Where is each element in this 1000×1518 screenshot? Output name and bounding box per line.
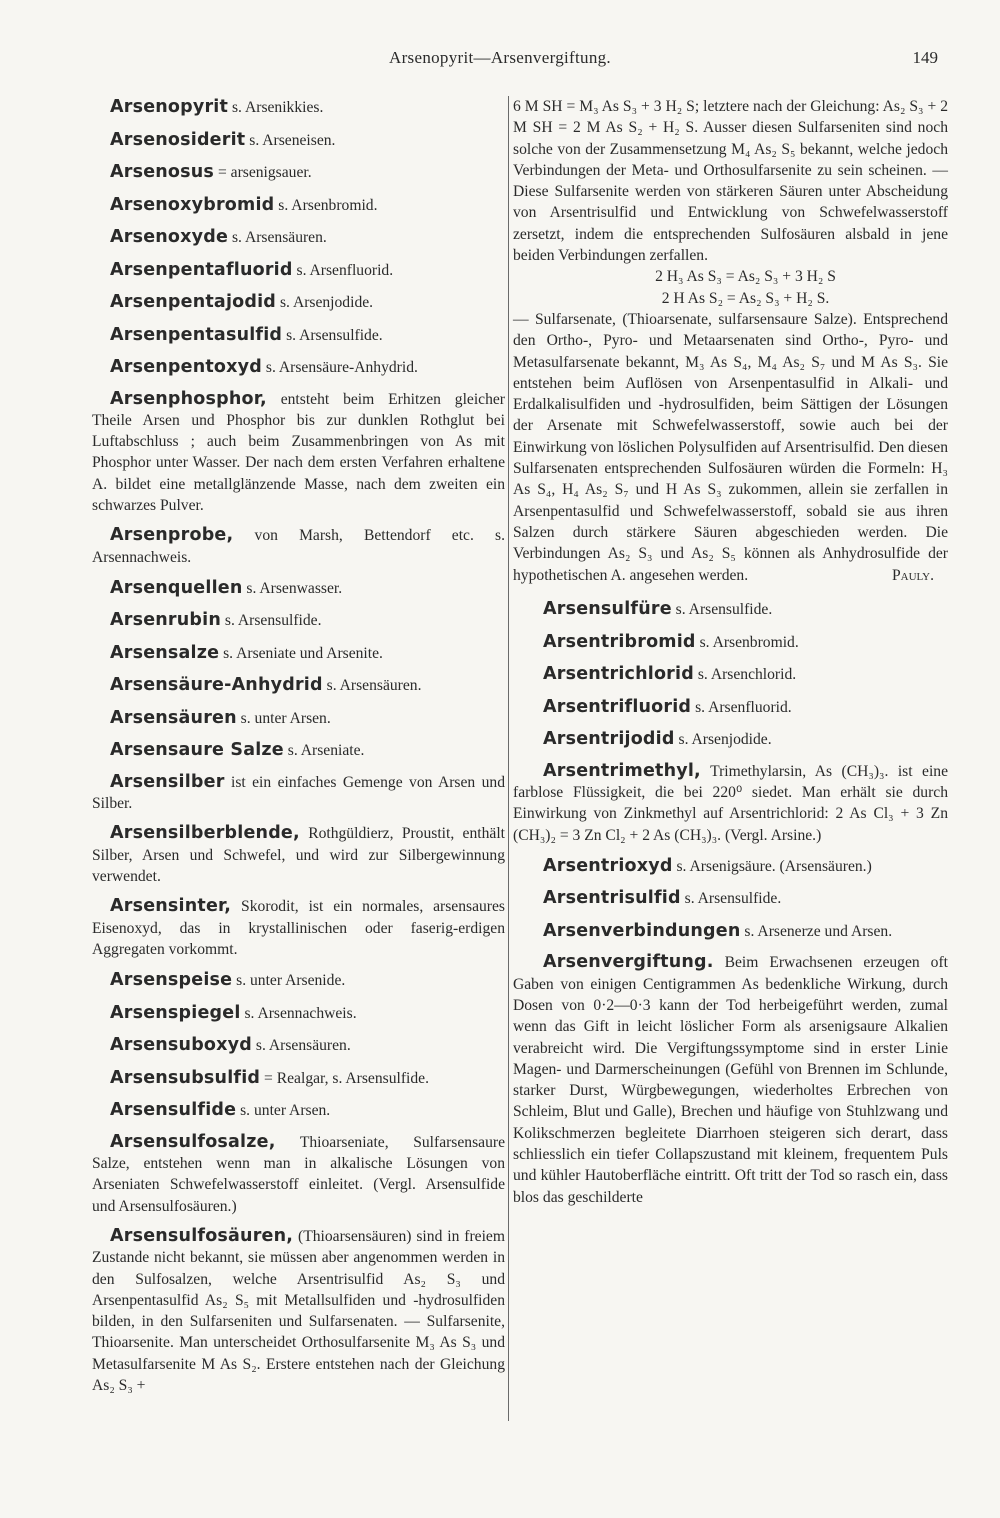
entry-arsenspeise <box>92 969 505 992</box>
entry-arsensulfosalze <box>92 1132 505 1217</box>
entry-headword: Arsenverbindungen <box>543 920 741 941</box>
entry-headword: Arsenprobe, <box>110 525 234 546</box>
entry-text: s. unter Arsen. <box>240 709 331 727</box>
entry-headword: Arsensäuren <box>110 707 237 728</box>
running-title: Arsenopyrit—Arsenvergiftung. <box>389 48 611 67</box>
entry-arsensaure-salze <box>92 739 505 762</box>
author-signature: Pauly. <box>891 566 934 584</box>
entry-text: Trimethylarsin, As (CH₃)₃. ist eine farblose Flüssigkeit, die bei 220⁰ siedet. Man erhält sie durch Einwirkung von Zinkmethyl auf Arsentrichlorid: 2 As Cl₃ + 3 Zn (CH₃)₂ = 3 Zn Cl₂ + 2 As (CH₃)₃. (Vergl. Arsine.) <box>513 762 949 844</box>
entry-arsentrifluorid <box>513 696 948 719</box>
entry-headword: Arsenquellen <box>110 577 243 598</box>
entry-headword: Arsenpentasulfid <box>110 324 283 345</box>
entry-headword: Arsensilber <box>110 771 225 792</box>
left-column <box>92 96 505 1405</box>
entry-text: s. Arsenwasser. <box>246 579 343 597</box>
entry-text: s. Arseniate. <box>287 742 365 760</box>
entry-headword: Arsenpentoxyd <box>110 357 262 377</box>
entry-text: ist ein einfaches Gemenge von Arsen und Silber. <box>92 773 505 813</box>
entry-arsenopyrit <box>92 96 505 119</box>
entry-text: s. Arsenbromid. <box>278 196 378 214</box>
entry-arsenquellen <box>92 577 505 600</box>
entry-headword: Arsenoxyde <box>110 227 229 247</box>
entry-arsensulfide <box>92 1099 505 1122</box>
entry-text: s. Arsenjodide. <box>279 294 374 311</box>
entry-arsenspiegel <box>92 1002 505 1025</box>
entry-text: s. Arsennachweis. <box>244 1004 357 1022</box>
entry-arsenverbindungen <box>513 920 948 943</box>
entry-headword: Arsentribromid <box>543 631 696 652</box>
entry-text: s. Arsenbromid. <box>699 633 799 651</box>
entry-headword: Arsensilberblende, <box>110 823 300 844</box>
entry-text: s. Arsenigsäure. (Arsensäuren.) <box>676 857 872 875</box>
entry-headword: Arsenrubin <box>110 610 221 631</box>
entry-arsentrichlorid <box>513 663 948 686</box>
entry-headword: Arsenspiegel <box>110 1002 241 1023</box>
entry-text: s. Arsenjodide. <box>678 731 772 749</box>
entry-text: entsteht beim Erhitzen gleicher Theile Arsen und Phosphor bis zur dunklen Rothglut bei Luftabschluss ; auch beim Zusammenbringen von As mit Phosphor unter Wasser. Der nach dem ersten Verfahren erhaltene A. bildet eine metallglänzende Masse, nach dem zweiten ein schwarzes Pulver. <box>92 390 505 514</box>
entry-text: von Marsh, Bettendorf etc. s. Arsennachweis. <box>92 527 506 566</box>
entry-text: = arsenigsauer. <box>217 164 312 181</box>
entry-arsenosus <box>92 161 505 184</box>
entry-arsensubsulfid <box>92 1067 505 1090</box>
entry-headword: Arsenvergiftung. <box>543 952 714 973</box>
entry-arsentrimethyl <box>513 761 948 846</box>
entry-arsenoxybromid <box>92 194 505 217</box>
entry-headword: Arsensulfüre <box>543 599 672 620</box>
entry-text: s. Arseneisen. <box>249 131 336 149</box>
entry-headword: Arsensaure Salze <box>110 740 284 761</box>
entry-headword: Arsentrijodid <box>543 729 675 750</box>
entry-headword: Arsensulfosalze, <box>110 1131 276 1152</box>
entry-text: s. unter Arsen. <box>240 1102 331 1120</box>
entry-text: s. Arsenikkies. <box>231 99 324 116</box>
entry-headword: Arsenosiderit <box>110 129 246 150</box>
entry-arsenpentoxyd <box>92 356 505 379</box>
entry-headword: Arsenphosphor, <box>110 388 267 409</box>
entry-arsentrioxyd <box>513 855 948 878</box>
entry-arsenprobe <box>92 525 505 568</box>
entry-arsensalze <box>92 642 505 665</box>
entry-text: Skorodit, ist ein normales, arsensaures Eisenoxyd, das in krystallinischen oder faserig-erdigen Aggregaten vorkommt. <box>92 898 505 958</box>
entry-text: s. Arsenfluorid. <box>695 698 792 716</box>
entry-headword: Arsentrimethyl, <box>543 760 701 781</box>
entry-arsensilberblende <box>92 823 505 887</box>
entry-text: Beim Erwachsenen erzeugen oft Gaben von einigen Centigrammen As bedenkliche Wirkung, durch Dosen von 0·2—0·3 kann der Tod herbeigeführt werden, zumal wenn das Gift in leicht löslicher Form als arsenigsaure Alkalien verabreicht wird. Die Vergiftungssymptome sind in erster Linie Magen- und Darmerscheinungen (Gefühl von Brennen im Schlunde, starker Durst, Würgbewegungen, wiederholtes Erbrechen von Schleim, Blut und Galle), Brechen und häufige von Stuhlzwang und Kolikschmerzen begleitete Diarrhoen steigeren sich derart, dass schliesslich ein tiefer Collapszustand mit kleinem, frequentem Puls und kühler Hautoberfläche eintritt. Oft tritt der Tod so rasch ein, dass blos das geschilderte <box>513 954 948 1206</box>
entry-arsenpentasulfid <box>92 324 505 347</box>
entry-headword: Arsentrifluorid <box>543 696 692 717</box>
entry-text: s. Arsenchlorid. <box>697 666 797 684</box>
entry-arsensaeuren <box>92 707 505 730</box>
entry-arsenoxyde <box>92 226 505 249</box>
entry-headword: Arsenoxybromid <box>110 194 275 215</box>
entry-text: s. Arsenerze und Arsen. <box>744 922 893 940</box>
entry-text: s. Arseniate und Arsenite. <box>223 644 383 662</box>
entry-headword: Arsensuboxyd <box>110 1035 252 1056</box>
entry-text: s. Arsensulfide. <box>286 326 383 344</box>
entry-arsentrijodid <box>513 728 948 751</box>
entry-arsensinter <box>92 896 505 960</box>
entry-text: Thioarseniate, Sulfarsensaure Salze, entstehen wenn man in alkalische Lösungen von Arseniaten Schwefelwasserstoff einleitet. (Vergl. Arsensulfide und Arsensulfosäuren.) <box>92 1133 505 1215</box>
equation-2: 2 H As S₂ = As₂ S₃ + H₂ S. <box>661 289 830 307</box>
entry-arsenosiderit <box>92 129 505 152</box>
entry-text: s. unter Arsenide. <box>236 972 346 990</box>
entry-headword: Arsensulfide <box>110 1100 237 1121</box>
entry-text: s. Arsensäuren. <box>255 1037 351 1055</box>
entry-headword: Arsenpentajodid <box>110 292 277 312</box>
entry-headword: Arsentrioxyd <box>543 855 673 876</box>
entry-headword: Arsenosus <box>110 162 215 182</box>
entry-headword: Arsensäure-Anhydrid <box>110 675 323 696</box>
entry-text: s. Arsensulfide. <box>684 890 782 908</box>
entry-arsensuboxyd <box>92 1034 505 1057</box>
entry-headword: Arsentrisulfid <box>543 888 681 909</box>
page-number: 149 <box>912 48 938 67</box>
entry-headword: Arsentrichlorid <box>543 664 694 685</box>
continuation-paragraph-2: — Sulfarsenate, (Thioarsenate, sulfarsensaure Salze). Entsprechend den Ortho-, Pyro- und Metaarsenaten sind Ortho-, Pyro- und Metasulfarsenate bekannt, M₃ As S₄, M₄ As₂ S₇ und M As S₃. Sie entstehen beim Auflösen von Arsenpentasulfid in Alkali- und Erdalkalisulfiden und -hydrosulfiden, beim Sättigen der Lösungen der Arsenate mit Schwefelwasserstoff, sowie auch bei der Einwirkung von löslichen Polysulfiden auf Arsentrisulfid. Den diesen Sulfarsenaten entsprechenden Sulfosäuren würden die Formeln: H₃ As S₄, H₄ As₂ S₇ und H As S₃ zukommen, allein sie zerfallen in Arsenpentasulfid und Schwefelwasserstoff, sobald sie aus ihren Salzen durch stärkere Säuren abgeschieden werden. Die Verbindungen As₂ S₃ und As₂ S₅ können als Anhydrosulfide der hypothetischen A. angesehen werden. <box>513 310 948 584</box>
entry-arsensulfosaeuren <box>92 1226 505 1396</box>
entry-text: s. Arsenfluorid. <box>296 261 394 279</box>
entry-arsenpentafluorid <box>92 259 505 282</box>
continuation-paragraph-1: 6 M SH = M₃ As S₃ + 3 H₂ S; letztere nach der Gleichung: As₂ S₃ + 2 M SH = 2 M As S₂ + H₂ S. Ausser diesen Sulfarseniten sind noch solche von der Zusammensetzung M₄ As₂ S₅ bekannt, welche jedoch Verbindungen der Meta- und Orthosulfarsenite zu sein scheinen. — Diese Sulfarsenite werden von stärkeren Säuren unter Abscheidung von Arsentrisulfid und Entwicklung von Schwefelwasserstoff zersetzt, indem die entsprechenden Sulfosäuren alsbald in jene beiden Verbindungen zerfallen. <box>513 98 948 265</box>
entry-headword: Arsenspeise <box>110 970 233 991</box>
entry-arsensulfuere <box>513 598 948 621</box>
entry-text: = Realgar, s. Arsensulfide. <box>264 1069 429 1087</box>
entry-arsentribromid <box>513 631 948 654</box>
entry-arsensilber <box>92 772 505 815</box>
entry-headword: Arsensulfosäuren, <box>110 1225 294 1246</box>
page-header <box>0 48 1000 72</box>
entry-arsenphosphor <box>92 389 505 517</box>
entry-headword: Arsenopyrit <box>110 97 229 117</box>
column-divider <box>508 96 509 1421</box>
right-column <box>513 96 948 1217</box>
entry-arsensaeure-anhydrid <box>92 674 505 697</box>
entry-arsenrubin <box>92 609 505 632</box>
entry-headword: Arsenpentafluorid <box>110 259 293 280</box>
entry-text: s. Arsensulfide. <box>224 612 322 630</box>
entry-headword: Arsensalze <box>110 642 220 663</box>
entry-text: s. Arsensäuren. <box>326 677 422 695</box>
equation-1: 2 H₃ As S₃ = As₂ S₃ + 3 H₂ S <box>655 268 836 286</box>
entry-text: (Thioarsensäuren) sind in freiem Zustande nicht bekannt, sie müssen aber angenommen werden in den Sulfosalzen, welche Arsentrisulfid As₂ S₃ und Arsenpentasulfid As₂ S₅ mit Metallsulfiden und -hydrosulfiden bilden, in den Sulfarseniten und Sulfarsenaten. — Sulfarsenite, Thioarsenite. Man unterscheidet Orthosulfarsenite M₃ As S₃ und Metasulfarsenite M As S₂. Erstere entstehen nach der Gleichung As₂ S₃ + <box>92 1227 505 1395</box>
entry-text: s. Arsensulfide. <box>675 601 773 619</box>
entry-text: Rothgüldierz, Proustit, enthält Silber, Arsen und Schwefel, und wird zur Silbergewinnung verwendet. <box>92 825 505 886</box>
entry-arsenpentajodid <box>92 291 505 314</box>
entry-arsenvergiftung <box>513 952 948 1208</box>
entry-text: s. Arsensäuren. <box>231 229 327 246</box>
entry-headword: Arsensinter, <box>110 896 232 917</box>
entry-headword: Arsensubsulfid <box>110 1067 261 1088</box>
entry-arsentrisulfid <box>513 887 948 910</box>
entry-text: s. Arsensäure-Anhydrid. <box>265 359 418 376</box>
